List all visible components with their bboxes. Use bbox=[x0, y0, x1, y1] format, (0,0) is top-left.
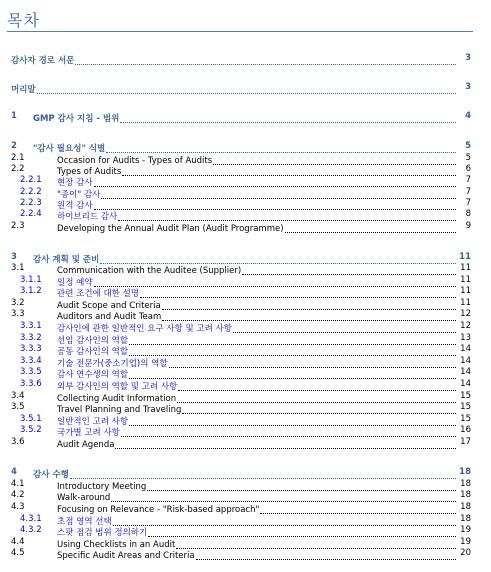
toc-entry-page-number: 5 bbox=[465, 153, 471, 163]
toc-entry-page-number: 14 bbox=[460, 379, 471, 389]
toc-entry-label: 하이브리드 감사 bbox=[57, 212, 118, 222]
toc-entry-page-number: 14 bbox=[460, 356, 471, 366]
page-title: 목차 bbox=[7, 11, 40, 30]
toc-entry-number: 4.3 bbox=[11, 502, 25, 512]
toc-entry-page-number: 3 bbox=[465, 82, 471, 92]
toc-entry-page-number: 17 bbox=[460, 437, 471, 447]
dot-leader bbox=[285, 221, 456, 233]
toc-entry[interactable] bbox=[0, 53, 491, 64]
toc-entry[interactable] bbox=[0, 263, 491, 274]
toc-entry-number: 2.2.1 bbox=[20, 175, 42, 185]
toc-entry[interactable] bbox=[0, 82, 491, 93]
toc-entry[interactable] bbox=[0, 490, 491, 501]
toc-entry-label: 관련 조건에 대한 설명 bbox=[57, 289, 140, 299]
toc-entry-label: Developing the Annual Audit Plan (Audit Programme) bbox=[57, 224, 284, 234]
toc-entry-number: 3.3 bbox=[11, 309, 25, 319]
toc-entry[interactable] bbox=[0, 514, 491, 525]
toc-entry[interactable] bbox=[0, 187, 491, 198]
toc-entry-page-number: 15 bbox=[460, 414, 471, 424]
toc-entry-label: Collecting Audit Information bbox=[57, 394, 177, 404]
toc-entry-page-number: 14 bbox=[460, 344, 471, 354]
toc-entry-label: GMP 감사 지침 - 범위 bbox=[33, 114, 120, 124]
toc-entry-number: 3.5.1 bbox=[20, 414, 42, 424]
toc-entry-page-number: 18 bbox=[460, 479, 471, 489]
dot-leader bbox=[233, 321, 456, 333]
toc-entry[interactable] bbox=[0, 356, 491, 367]
toc-entry[interactable] bbox=[0, 286, 491, 297]
toc-entry-label: Walk-around bbox=[57, 493, 111, 503]
dot-leader bbox=[106, 141, 456, 153]
toc-entry[interactable] bbox=[0, 537, 491, 548]
toc-entry-number: 2 bbox=[11, 141, 17, 151]
toc-entry-page-number: 12 bbox=[460, 321, 471, 331]
toc-entry-number: 3.6 bbox=[11, 437, 25, 447]
toc-entry-label: Audit Agenda bbox=[57, 440, 115, 450]
dot-leader bbox=[70, 467, 456, 479]
toc-entry-number: 4.5 bbox=[11, 548, 25, 558]
title-divider bbox=[7, 31, 473, 32]
toc-entry[interactable] bbox=[0, 309, 491, 320]
toc-entry-label: 감사자 경로 서문 bbox=[11, 56, 75, 66]
toc-entry-number: 4.4 bbox=[11, 537, 25, 547]
toc-entry[interactable] bbox=[0, 153, 491, 164]
toc-entry-page-number: 11 bbox=[460, 298, 471, 308]
dot-leader bbox=[94, 175, 456, 187]
toc-entry-label: 기술 전문가(중소기업)의 역할 bbox=[57, 359, 168, 369]
toc-entry-label: Travel Planning and Traveling bbox=[57, 405, 182, 415]
toc-entry-page-number: 11 bbox=[459, 252, 471, 262]
toc-entry-page-number: 19 bbox=[460, 525, 471, 535]
dot-leader bbox=[182, 402, 456, 414]
toc-entry[interactable] bbox=[0, 141, 491, 152]
toc-entry-number: 2.1 bbox=[11, 153, 25, 163]
toc-entry-label: "종이" 감사 bbox=[57, 190, 101, 200]
dot-leader bbox=[115, 437, 456, 449]
toc-entry-label: Audit Scope and Criteria bbox=[57, 301, 161, 311]
toc-entry-number: 4.2 bbox=[11, 490, 25, 500]
toc-entry-page-number: 15 bbox=[460, 391, 471, 401]
dot-leader bbox=[140, 286, 456, 298]
toc-entry-page-number: 8 bbox=[465, 209, 471, 219]
dot-leader bbox=[260, 502, 456, 514]
toc-entry-number: 3.2 bbox=[11, 298, 25, 308]
toc-entry[interactable] bbox=[0, 425, 491, 436]
dot-leader bbox=[129, 367, 456, 379]
toc-entry-page-number: 18 bbox=[460, 502, 471, 512]
toc-entry-page-number: 18 bbox=[459, 467, 471, 477]
toc-entry-number: 3.3.3 bbox=[20, 344, 42, 354]
toc-entry-label: 외부 감사인의 역할 및 고려 사항 bbox=[57, 382, 178, 392]
dot-leader bbox=[178, 379, 456, 391]
toc-entry-label: Types of Audits bbox=[57, 167, 122, 177]
dot-leader bbox=[148, 525, 456, 537]
toc-entry-label: Introductory Meeting bbox=[57, 482, 147, 492]
toc-entry-page-number: 6 bbox=[465, 164, 471, 174]
toc-entry-number: 3.1 bbox=[11, 263, 25, 273]
toc-entry-page-number: 16 bbox=[460, 425, 471, 435]
toc-entry-page-number: 5 bbox=[465, 141, 471, 151]
toc-entry-label: 공동 감사인의 역할 bbox=[57, 347, 129, 357]
toc-entry-page-number: 11 bbox=[460, 275, 471, 285]
toc-entry-label: 초점 영역 선택 bbox=[57, 517, 112, 527]
toc-entry-page-number: 19 bbox=[460, 537, 471, 547]
dot-leader bbox=[118, 209, 456, 221]
toc-entry-number: 2.2.2 bbox=[20, 187, 42, 197]
toc-entry-page-number: 15 bbox=[460, 402, 471, 412]
dot-leader bbox=[129, 344, 456, 356]
toc-entry-page-number: 4 bbox=[465, 111, 471, 121]
toc-entry[interactable] bbox=[0, 479, 491, 490]
toc-entry-label: Focusing on Relevance - "Risk-based approach" bbox=[57, 505, 260, 515]
toc-entry[interactable] bbox=[0, 175, 491, 186]
toc-entry-label: Using Checklists in an Audit bbox=[57, 540, 176, 550]
toc-entry-page-number: 18 bbox=[460, 490, 471, 500]
toc-entry[interactable] bbox=[0, 402, 491, 413]
toc-entry-page-number: 9 bbox=[465, 221, 471, 231]
toc-entry-label: 원격 감사 bbox=[57, 201, 93, 211]
toc-entry-number: 4.3.1 bbox=[20, 514, 42, 524]
toc-entry-label: 현장 감사 bbox=[57, 178, 93, 188]
toc-entry[interactable] bbox=[0, 111, 491, 122]
toc-entry[interactable] bbox=[0, 344, 491, 355]
toc-entry-label: 국가별 고려 사항 bbox=[57, 428, 120, 438]
dot-leader bbox=[162, 309, 456, 321]
toc-entry-number: 4.3.2 bbox=[20, 525, 42, 535]
toc-entry-number: 2.2.3 bbox=[20, 198, 42, 208]
toc-entry-number: 3.5 bbox=[11, 402, 25, 412]
toc-entry-number: 2.3 bbox=[11, 221, 25, 231]
toc-entry-label: 감사 연수생의 역할 bbox=[57, 370, 129, 380]
toc-entry-number: 3.3.1 bbox=[20, 321, 42, 331]
toc-entry-label: 감사 계획 및 준비 bbox=[33, 255, 100, 265]
toc-entry-page-number: 3 bbox=[465, 53, 471, 63]
toc-entry-number: 3 bbox=[11, 252, 17, 262]
toc-entry-number: 2.2.4 bbox=[20, 209, 42, 219]
toc-entry-page-number: 7 bbox=[465, 198, 471, 208]
toc-entry-number: 3.4 bbox=[11, 391, 25, 401]
toc-entry-page-number: 11 bbox=[460, 263, 471, 273]
dot-leader bbox=[37, 82, 456, 94]
dot-leader bbox=[196, 548, 456, 560]
toc-entry[interactable] bbox=[0, 164, 491, 175]
toc-entry-number: 3.5.2 bbox=[20, 425, 42, 435]
toc-entry[interactable] bbox=[0, 391, 491, 402]
toc-entry-number: 4.1 bbox=[11, 479, 25, 489]
toc-entry[interactable] bbox=[0, 437, 491, 448]
toc-entry-label: "감사 필요성" 식별 bbox=[33, 144, 106, 154]
toc-entry-number: 1 bbox=[11, 111, 17, 121]
toc-entry-page-number: 7 bbox=[465, 187, 471, 197]
toc-entry[interactable] bbox=[0, 379, 491, 390]
toc-entry[interactable] bbox=[0, 414, 491, 425]
dot-leader bbox=[75, 53, 456, 65]
toc-entry-number: 3.1.1 bbox=[20, 275, 42, 285]
dot-leader bbox=[242, 263, 456, 275]
toc-entry-number: 3.3.5 bbox=[20, 367, 42, 377]
dot-leader bbox=[111, 490, 456, 502]
toc-entry-label: Occasion for Audits - Types of Audits bbox=[57, 156, 213, 166]
toc-entry[interactable] bbox=[0, 321, 491, 332]
toc-entry-number: 3.3.4 bbox=[20, 356, 42, 366]
toc-entry-label: 일정 예약 bbox=[57, 278, 93, 288]
toc-entry-label: 일반적인 고려 사항 bbox=[57, 417, 129, 427]
toc-entry-label: 스팟 점검 범위 정의하기 bbox=[57, 528, 148, 538]
toc-entry-page-number: 12 bbox=[460, 309, 471, 319]
toc-entry-number: 2.2 bbox=[11, 164, 25, 174]
toc-entry-label: 감사 수행 bbox=[33, 470, 69, 480]
toc-entry-label: Auditors and Audit Team bbox=[57, 312, 162, 322]
toc-entry-label: Communication with the Auditee (Supplier) bbox=[57, 266, 242, 276]
toc-entry-page-number: 20 bbox=[460, 548, 471, 558]
toc-entry-number: 3.3.2 bbox=[20, 333, 42, 343]
toc-entry[interactable] bbox=[0, 209, 491, 220]
toc-entry[interactable] bbox=[0, 467, 491, 478]
toc-entry-page-number: 14 bbox=[460, 367, 471, 377]
toc-entry-page-number: 7 bbox=[465, 175, 471, 185]
toc-entry-number: 3.1.2 bbox=[20, 286, 42, 296]
toc-entry[interactable] bbox=[0, 198, 491, 209]
toc-entry[interactable] bbox=[0, 221, 491, 232]
toc-entry-label: 선임 감사인의 역할 bbox=[57, 336, 129, 346]
toc-entry[interactable] bbox=[0, 502, 491, 513]
toc-entry-number: 3.3.6 bbox=[20, 379, 42, 389]
toc-entry-page-number: 18 bbox=[460, 514, 471, 524]
toc-entry[interactable] bbox=[0, 548, 491, 559]
toc-entry[interactable] bbox=[0, 333, 491, 344]
dot-leader bbox=[121, 425, 456, 437]
toc-entry-label: Specific Audit Areas and Criteria bbox=[57, 551, 195, 561]
dot-leader bbox=[120, 111, 456, 123]
toc-entry-label: 머리말 bbox=[11, 85, 36, 95]
toc-entry-number: 4 bbox=[11, 467, 17, 477]
toc-entry-label: 감사인에 관한 일반적인 요구 사항 및 고려 사항 bbox=[57, 324, 232, 334]
toc-entry[interactable] bbox=[0, 298, 491, 309]
toc-entry[interactable] bbox=[0, 252, 491, 263]
toc-entry-page-number: 13 bbox=[460, 333, 471, 343]
toc-entry[interactable] bbox=[0, 367, 491, 378]
toc-entry-page-number: 11 bbox=[460, 286, 471, 296]
toc-entry[interactable] bbox=[0, 525, 491, 536]
toc-entry[interactable] bbox=[0, 275, 491, 286]
